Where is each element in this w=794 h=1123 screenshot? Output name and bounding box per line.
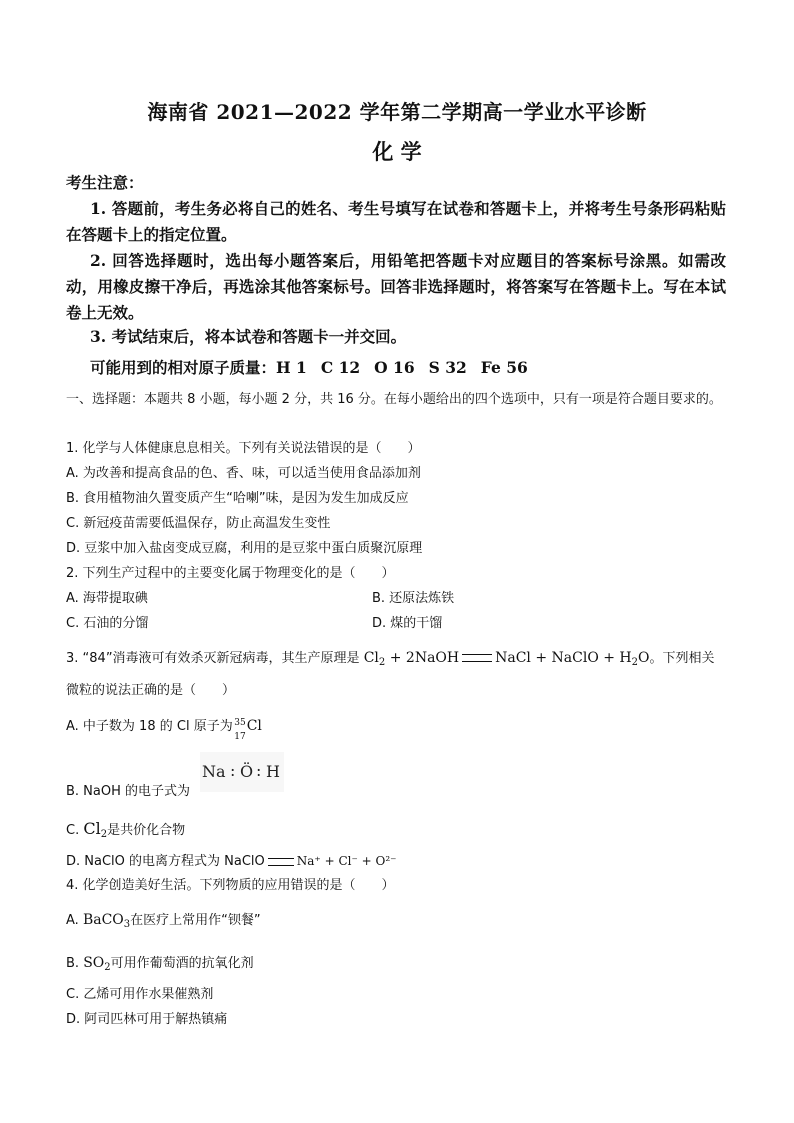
notice-item-1: 1. 答题前，考生务必将自己的姓名、考生号填写在试卷和答题卡上，并将考生号条形码粘贴在答题卡上的指定位置。 <box>66 199 726 244</box>
q1-option-d: D. 豆浆中加入盐卤变成豆腐，利用的是豆浆中蛋白质聚沉原理 <box>66 541 423 556</box>
q4-option-a-prefix: A. <box>66 913 83 928</box>
q2-option-c: C. 石油的分馏 <box>66 616 149 631</box>
subject-title: 化 学 <box>372 139 422 164</box>
q3-option-a-text: A. 中子数为 18 的 Cl 原子为 <box>66 719 233 734</box>
nuclide-symbol: Cl <box>246 718 262 734</box>
edot-h: H <box>266 762 280 781</box>
q3-eq-naoh: + 2NaOH <box>389 650 460 666</box>
q4-option-b-formula <box>83 955 110 971</box>
q3-stem-prefix: 3. “84”消毒液可有效杀灭新冠病毒，其生产原理是 <box>66 651 360 666</box>
q2-options-row2 <box>66 612 730 636</box>
q2-option-d: D. 煤的干馏 <box>372 616 443 631</box>
q3-option-c-sub: 2 <box>100 829 108 840</box>
q3-option-d-products: Na⁺ + Cl⁻ + O²⁻ <box>296 854 397 868</box>
q4-option-b-text: 可用作葡萄酒的抗氧化剂 <box>110 956 254 971</box>
nuclide-notation <box>233 716 247 742</box>
edot-na: Na <box>202 762 226 781</box>
q4-option-a-sub: 3 <box>123 919 131 930</box>
q4-option-a-baco: BaCO <box>82 912 124 928</box>
edot-oxygen: Ö <box>240 762 254 781</box>
q1-stem: 1. 化学与人体健康息息相关。下列有关说法错误的是（ ） <box>66 441 421 456</box>
atomic-mass-label: 可能用到的相对原子质量： <box>90 358 277 377</box>
q3-option-b: B. NaOH 的电子式为 <box>66 784 191 799</box>
q1-option-c: C. 新冠疫苗需要低温保存，防止高温发生变性 <box>66 516 331 531</box>
atomic-mass-s: S 32 <box>428 358 467 377</box>
notice-item-2: 2. 回答选择题时，选出每小题答案后，用铅笔把答题卡对应题目的答案标号涂黑。如需改动，用橡皮擦干净后，再选涂其他答案标号。回答非选择题时，将答案写在答题卡上。写在本试卷上无效。 <box>66 251 726 322</box>
q1-option-b: B. 食用植物油久置变质产生“哈喇”味，是因为发生加成反应 <box>66 491 409 506</box>
q4-stem: 4. 化学创造美好生活。下列物质的应用错误的是（ ） <box>66 878 395 893</box>
q4-option-b-sub: 2 <box>104 962 111 973</box>
q3-option-d-text: D. NaClO 的电离方程式为 NaClO <box>66 854 265 869</box>
q4-option-b-prefix: B. <box>66 956 84 971</box>
atomic-mass-line <box>90 355 730 381</box>
q2-options-row1 <box>66 587 730 611</box>
q1-option-a: A. 为改善和提高食品的色、香、味，可以适当使用食品添加剂 <box>66 466 421 481</box>
section1-intro: 一、选择题：本题共 8 小题，每小题 2 分，共 16 分。在每小题给出的四个选项中，只有一项是符合题目要求的。 <box>66 392 722 407</box>
q3-option-a <box>66 714 730 742</box>
q3-eq-h2o-sub: 2 <box>631 657 639 668</box>
atomic-mass-h: H 1 <box>276 358 307 377</box>
q3-option-d <box>66 849 730 874</box>
q4-option-a <box>66 908 730 937</box>
nuclide-atomic-number: 17 <box>234 732 246 742</box>
q4-option-c: C. 乙烯可用作水果催熟剂 <box>66 987 214 1002</box>
atomic-mass-c: C 12 <box>320 358 361 377</box>
nuclide-mass-number: 35 <box>234 718 246 728</box>
q3-eq-cl2: Cl <box>363 650 379 666</box>
q3-eq-h2o-tail: O <box>638 650 650 666</box>
atomic-mass-fe: Fe 56 <box>480 358 528 377</box>
q3-stem-suffix: 。下列相关 <box>649 651 715 666</box>
q3-eq-products: NaCl + NaClO + H <box>495 650 632 666</box>
exam-title: 海南省 2021—2022 学年第二学期高一学业水平诊断 <box>147 100 647 124</box>
q2-option-a: A. 海带提取碘 <box>66 591 148 606</box>
q3-stem-line1 <box>66 646 730 675</box>
q4-option-b-so: SO <box>83 955 105 971</box>
notice-heading: 考生注意： <box>66 173 144 192</box>
q3-option-c <box>66 817 730 847</box>
edot-colon-left: : <box>230 761 236 780</box>
q2-option-b: B. 还原法炼铁 <box>372 591 455 606</box>
q3-option-c-prefix: C. <box>66 823 84 838</box>
equals-sign-icon <box>462 654 492 662</box>
q3-option-c-text: 是共价化合物 <box>107 823 186 838</box>
q3-stem-line2: 微粒的说法正确的是（ ） <box>66 683 236 698</box>
q3-option-c-formula <box>83 819 107 838</box>
atomic-mass-o: O 16 <box>374 358 415 377</box>
q4-option-a-formula <box>83 912 130 928</box>
edot-colon-right: : <box>256 761 262 780</box>
q3-option-c-cl: Cl <box>83 819 101 838</box>
q4-option-d: D. 阿司匹林可用于解热镇痛 <box>66 1012 228 1027</box>
equals-sign-icon <box>268 858 294 866</box>
notice-item-3: 3. 考试结束后，将本试卷和答题卡一并交回。 <box>90 327 407 346</box>
q3-equation <box>364 650 650 666</box>
q4-option-b <box>66 951 730 980</box>
q2-stem: 2. 下列生产过程中的主要变化属于物理变化的是（ ） <box>66 566 395 581</box>
q4-option-a-text: 在医疗上常用作“钡餐” <box>130 913 261 928</box>
q3-eq-cl2-sub: 2 <box>378 657 386 668</box>
